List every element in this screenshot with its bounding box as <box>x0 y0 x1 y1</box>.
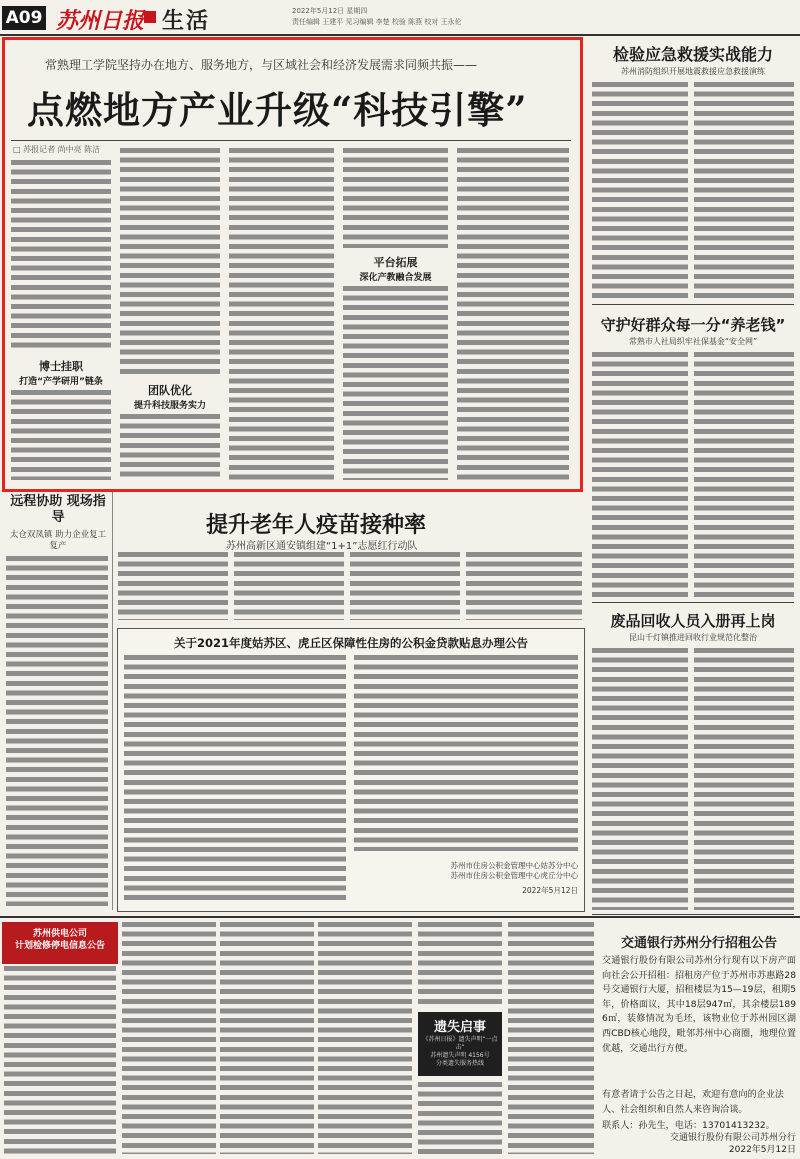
vaccine-headline: 提升老年人疫苗接种率 <box>206 513 427 538</box>
subhead-3b: 深化产教融合发展 <box>359 273 432 283</box>
right-rule-3 <box>592 914 794 915</box>
lead-rule <box>11 140 571 141</box>
notice-box <box>117 628 585 912</box>
notice-col-2 <box>354 655 578 851</box>
notice-title: 关于2021年度姑苏区、虎丘区保障性住房的公积金贷款贴息办理公告 <box>173 636 528 650</box>
lead-byline: □ 苏报记者 尚中亮 陈洁 <box>13 145 101 154</box>
right-a1-col2 <box>694 82 794 300</box>
right-a3-sub: 昆山千灯镇推进回收行业规范化整治 <box>629 633 757 642</box>
power-notice-col-4 <box>318 922 412 1154</box>
lead-col-2b <box>120 414 220 480</box>
right-rule-1 <box>592 304 794 305</box>
section-marker-icon <box>144 11 156 23</box>
lead-col-4b <box>343 286 448 480</box>
power-notice-col-1 <box>4 966 116 1154</box>
memorial-box <box>418 1012 502 1076</box>
right-a2-col1 <box>592 352 688 598</box>
right-a3-col1 <box>592 648 688 910</box>
classified-col-1b <box>418 1082 502 1154</box>
date-line: 2022年5月12日 星期四 <box>292 7 368 15</box>
notice-signature: 苏州市住房公积金管理中心姑苏分中心 苏州市住房公积金管理中心虎丘分中心 <box>450 861 578 880</box>
bank-title: 交通银行苏州分行招租公告 <box>620 936 777 951</box>
paper-logo: 苏州日报 <box>56 8 145 34</box>
subhead-2: 团队优化 <box>148 384 192 397</box>
left-headline: 远程协助 现场指导 <box>10 494 106 525</box>
lead-article <box>2 37 583 492</box>
masthead <box>0 0 800 36</box>
memorial-title: 遗失启事 <box>433 1020 486 1035</box>
left-divider <box>112 492 113 910</box>
vaccine-col-4 <box>466 552 582 620</box>
page-number: A09 <box>2 6 46 30</box>
subhead-1b: 打造“产学研用”链条 <box>19 377 103 387</box>
subhead-3: 平台拓展 <box>373 256 418 269</box>
vaccine-col-3 <box>350 552 460 620</box>
right-a3-col2 <box>694 648 794 910</box>
subhead-2b: 提升科技服务实力 <box>133 401 206 411</box>
left-sub: 太仓双凤镇 助力企业复工复产 <box>9 530 107 551</box>
bank-sign: 交通银行股份有限公司苏州分行 <box>669 1133 796 1143</box>
right-a1-headline: 检验应急救援实战能力 <box>612 45 773 64</box>
vaccine-col-1 <box>118 552 228 620</box>
power-notice-col-3 <box>220 922 314 1154</box>
lead-col-1a <box>11 160 111 350</box>
bank-notice <box>600 922 798 1154</box>
right-a1-col1 <box>592 82 688 300</box>
notice-date: 2022年5月12日 <box>522 886 578 895</box>
left-body <box>6 556 108 906</box>
classified-col-1a <box>418 922 502 1006</box>
section-title: 生活 <box>162 9 211 34</box>
subhead-1: 博士挂职 <box>39 360 83 373</box>
notice-col-1 <box>124 655 346 901</box>
right-a1-sub: 苏州消防组织开展地震救援应急救援演练 <box>621 67 765 76</box>
memorial-sub: 《苏州日报》遗失声明“一点击” 苏州遗失声明 4156号 分类遗失服务热线 <box>422 1036 498 1067</box>
lead-col-2a <box>120 148 220 376</box>
vaccine-col-2 <box>234 552 344 620</box>
lead-headline: 点燃地方产业升级“科技引擎” <box>27 88 528 132</box>
bank-body: 交通银行股份有限公司苏州分行现有以下房产面向社会公开招租：招租房产位于苏州市苏惠路28号交通银行大厦，招租楼层为15—19层，租期5年，价格面议，其中18层947㎡，其余楼层1896㎡，装修情况为毛坯，该物业位于苏州园区湖西CBD核心地段，毗邻苏州中心商圈，地理位置优越，交通出行方便。 <box>602 956 796 1054</box>
bank-contact: 有意者请于公告之日起，欢迎有意向的企业法人、社会组织和自然人来咨询洽谈。 <box>602 1090 784 1115</box>
power-notice-title: 苏州供电公司 计划检修停电信息公告 <box>2 922 118 964</box>
bank-date: 2022年5月12日 <box>728 1145 796 1155</box>
bank-phone: 联系人：孙先生，电话：13701413232。 <box>602 1121 775 1131</box>
vaccine-sub: 苏州高新区通安镇组建“1+1”志愿红行动队 <box>226 541 418 552</box>
lead-col-3 <box>229 148 334 480</box>
power-notice-col-2 <box>122 922 216 1154</box>
right-a3-headline: 废品回收人员入册再上岗 <box>610 612 776 630</box>
right-a2-col2 <box>694 352 794 598</box>
right-a2-sub: 常熟市人社局织牢社保基金“安全网” <box>628 337 758 346</box>
bottom-rule <box>0 916 800 918</box>
right-a2-headline: 守护好群众每一分“养老钱” <box>600 316 786 334</box>
editor-line: 责任编辑 王建平 见习编辑 李楚 校验 陈燕 校对 王永伦 <box>292 18 462 26</box>
lead-col-4a <box>343 148 448 248</box>
lead-col-5 <box>457 148 569 480</box>
lead-kicker: 常熟理工学院坚持办在地方、服务地方，与区域社会和经济发展需求同频共振—— <box>45 58 478 72</box>
lead-col-1b <box>11 390 111 480</box>
classified-col-2 <box>508 922 594 1154</box>
right-rule-2 <box>592 602 794 603</box>
